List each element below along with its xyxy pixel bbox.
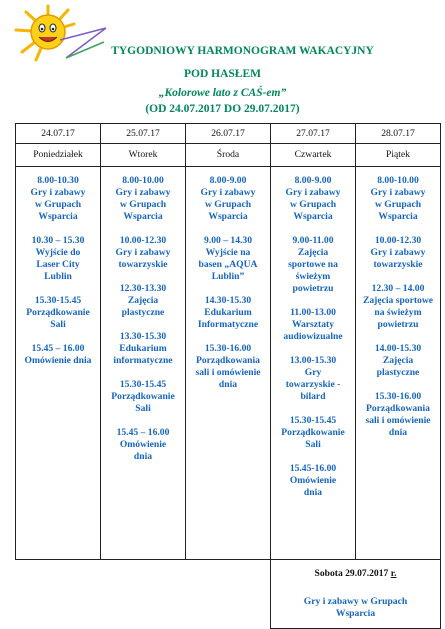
activity-text: sali i omówienie [365, 415, 431, 426]
activity-text: dnia [303, 487, 323, 498]
activity-text: dnia [218, 379, 238, 390]
activity-text: Omówienie [119, 439, 167, 450]
activity-text: Laser City [36, 259, 80, 270]
activity-text: sali i omówienie [195, 367, 261, 378]
day-activities [271, 167, 356, 560]
activity-time: 13.00-15.30 [289, 355, 337, 366]
activity-text: Lublin [44, 271, 72, 282]
activity-text: Porządkowania [366, 403, 430, 414]
day-date: 27.07.17 [271, 124, 356, 144]
activity-block [103, 427, 183, 463]
activity-text: Wsparcia [208, 211, 248, 222]
day-date: 28.07.17 [356, 124, 441, 144]
activity-text: Porządkowanie [111, 391, 175, 402]
activity-text: w Grupach [204, 199, 252, 210]
activity-text: dnia [388, 427, 408, 438]
activities-row [16, 167, 441, 560]
activity-text: Edukarium [204, 307, 252, 318]
activity-text: basen „AQUA [198, 259, 258, 270]
day-date: 25.07.17 [101, 124, 186, 144]
activity-block [103, 331, 183, 367]
activity-text: Gry i zabawy [30, 187, 86, 198]
activity-text: Omówienie [289, 475, 337, 486]
activity-text: Lublin” [211, 271, 245, 282]
activity-text: dnia [133, 451, 153, 462]
activity-text: Sali [135, 403, 151, 414]
activity-text: Porządkowanie [26, 307, 90, 318]
activity-block [273, 355, 353, 403]
activity-time: 8.00-10.00 [377, 175, 419, 186]
day-name-row [16, 144, 441, 167]
activity-time: 15.30-16.00 [374, 391, 422, 402]
activity-time: 10.00-12.30 [374, 235, 422, 246]
activity-text: Gry i zabawy [370, 187, 426, 198]
activity-block [188, 175, 268, 223]
activity-text: Sali [50, 319, 66, 330]
saturday-cell [271, 560, 441, 629]
activity-time: 15.30-15.45 [34, 295, 82, 306]
activity-text: w Grupach [374, 199, 422, 210]
day-name: Piątek [356, 144, 441, 167]
activity-block [103, 175, 183, 223]
activity-text: w Grupach [119, 199, 167, 210]
activity-block [273, 415, 353, 451]
activity-time: 15.45-16.00 [289, 463, 337, 474]
activity-time: 8.00-9.00 [294, 175, 332, 186]
activity-text: Gry i zabawy [370, 247, 426, 258]
activity-block [273, 235, 353, 295]
activity-text: świeżym [295, 271, 331, 282]
day-date: 24.07.17 [16, 124, 101, 144]
day-activities [186, 167, 271, 560]
day-activities [16, 167, 101, 560]
day-name: Środa [186, 144, 271, 167]
activity-text: Wsparcia [378, 211, 418, 222]
activity-text: Porządkowania [196, 355, 260, 366]
activity-block [18, 235, 98, 283]
activity-block [273, 307, 353, 343]
activity-time: 9.00 – 14.30 [204, 235, 252, 246]
activity-text: Gry i zabawy [115, 247, 171, 258]
activity-time: 15.30-16.00 [204, 343, 252, 354]
activity-time: 15.45 – 16.00 [116, 427, 170, 438]
saturday-row [16, 560, 441, 629]
activity-text: Wyjście do [35, 247, 81, 258]
activity-text: Sali [305, 439, 321, 450]
page-subtitle: POD HASŁEM [184, 68, 261, 80]
activity-time: 8.00-10.00 [122, 175, 164, 186]
activity-block [188, 235, 268, 283]
activity-time: 13.30-15.30 [119, 331, 167, 342]
activity-text: towarzyskie [118, 259, 168, 270]
activity-block [18, 295, 98, 331]
activity-text: sportowe na [288, 259, 338, 270]
activity-text: plastyczne [376, 367, 420, 378]
activity-block [273, 175, 353, 223]
activity-block [358, 391, 438, 439]
motto: „Kolorowe lato z CAŚ-em” [158, 87, 287, 99]
day-activities [101, 167, 186, 560]
activity-text: powietrzu [292, 283, 334, 294]
activity-time: 8.00-9.00 [209, 175, 247, 186]
activity-text: Gry i zabawy [285, 187, 341, 198]
activity-text: Gry [304, 367, 322, 378]
activity-block [103, 283, 183, 319]
activity-time: 11.00-13.00 [290, 307, 336, 318]
activity-block [358, 235, 438, 271]
activity-text: Omówienie dnia [24, 355, 92, 366]
activity-text: towarzyskie [373, 259, 423, 270]
day-name: Wtorek [101, 144, 186, 167]
activity-block [358, 343, 438, 379]
activity-text: Zajęcia sportowe [362, 295, 434, 306]
activity-time: 12.30 – 14.00 [371, 283, 425, 294]
activity-text: Gry i zabawy [115, 187, 171, 198]
day-date: 26.07.17 [186, 124, 271, 144]
activity-block [358, 175, 438, 223]
activity-text: audiowizualne [283, 331, 343, 342]
activity-block [273, 463, 353, 499]
activity-text: Wsparcia [293, 211, 333, 222]
activity-text: w Grupach [289, 199, 337, 210]
activity-text: Wsparcia [38, 211, 78, 222]
saturday-title: Sobota 29.07.2017 r. [314, 568, 397, 579]
activity-block [103, 379, 183, 415]
activity-text: Edukarium [119, 343, 167, 354]
activity-block [358, 283, 438, 331]
activity-time: 15.30-15.45 [289, 415, 337, 426]
activity-text: Porządkowanie [281, 427, 345, 438]
activity-block [18, 343, 98, 367]
activity-text: plastyczne [121, 307, 165, 318]
activity-time: 14.00-15.30 [374, 343, 422, 354]
activity-text: informatyczne [113, 355, 173, 366]
activity-text: Gry i zabawy [200, 187, 256, 198]
activity-block [103, 235, 183, 271]
activity-time: 14.30-15.30 [204, 295, 252, 306]
saturday-activity: Gry i zabawy w Grupach Wsparcia [303, 596, 408, 619]
activity-time: 10.00-12.30 [119, 235, 167, 246]
date-row [16, 124, 441, 144]
day-name: Czwartek [271, 144, 356, 167]
activity-time: 9.00-11.00 [292, 235, 334, 246]
empty-cell [16, 560, 271, 629]
activity-time: 10.30 – 15.30 [31, 235, 85, 246]
activity-text: Wsparcia [123, 211, 163, 222]
day-name: Poniedziałek [16, 144, 101, 167]
day-activities [356, 167, 441, 560]
activity-block [188, 343, 268, 391]
schedule-table [15, 123, 441, 629]
activity-text: Zajęcia [127, 295, 159, 306]
activity-text: Wyjście na [205, 247, 251, 258]
activity-text: towarzyskie - [285, 379, 341, 390]
activity-text: Zajęcia [297, 247, 329, 258]
activity-text: Warsztaty [291, 319, 335, 330]
activity-text: Zajęcia [382, 355, 414, 366]
activity-text: w Grupach [34, 199, 82, 210]
activity-text: powietrzu [377, 319, 419, 330]
activity-block [18, 175, 98, 223]
activity-text: bilard [300, 391, 326, 402]
activity-text: na świeżym [374, 307, 422, 318]
activity-block [188, 295, 268, 331]
page-title: TYGODNIOWY HARMONOGRAM WAKACYJNY [111, 45, 374, 57]
activity-text: Informatyczne [197, 319, 259, 330]
activity-time: 15.45 – 16.00 [31, 343, 85, 354]
activity-time: 15.30-15.45 [119, 379, 167, 390]
activity-time: 12.30-13.30 [119, 283, 167, 294]
activity-time: 8.00-10.30 [37, 175, 79, 186]
date-range: (OD 24.07.2017 DO 29.07.2017) [145, 103, 300, 115]
